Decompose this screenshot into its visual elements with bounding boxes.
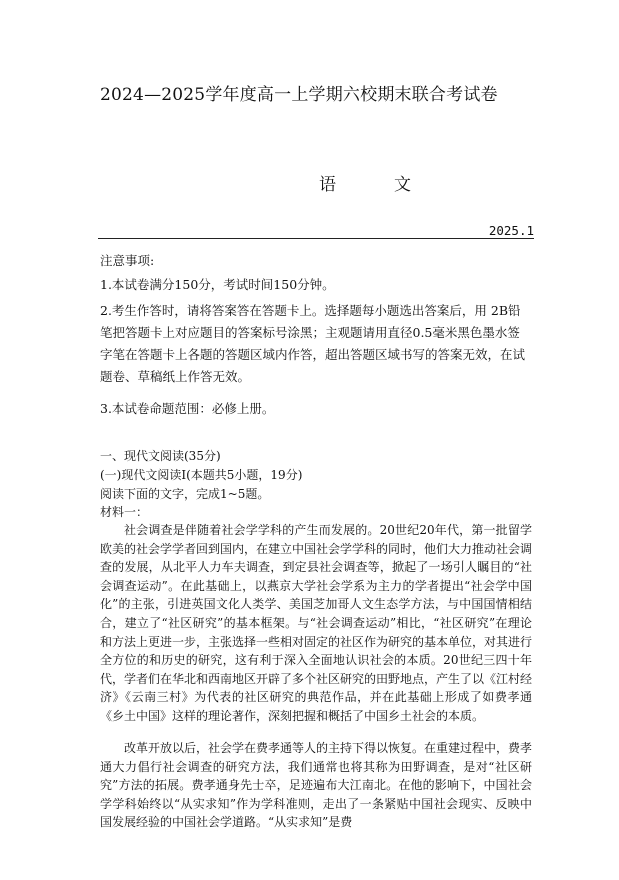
passage-paragraph-1: 社会调查是伴随着社会学学科的产生而发展的。20世纪20年代，第一批留学欧美的社会学学者回到国内，在建立中国社会学学科的同时，他们大力推动社会调查的发展，从北平人力车夫调查，到定县社会调查等，掀起了一场引人瞩目的“社会调查运动”。在此基础上，以燕京大学社会学系为主力的学者提出“社会学中国化”的主张，引进英国文化人类学、美国芝加哥人文生态学方法，与中国国情相结合，建立了“社区研究”的基本框架。与“社会调查运动”相比，“社区研究”在理论和方法上更进一步，主张选择一些相对固定的社区作为研究的基本单位，对其进行全方位的和历史的研究，这有利于深入全面地认识社会的本质。20世纪三四十年代，学者们在华北和西南地区开辟了多个社区研究的田野地点，产生了以《江村经济》《云南三村》为代表的社区研究的典范作品，并在此基础上形成了如费孝通《乡土中国》这样的理论著作，深刻把握和概括了中国乡土社会的本质。 <box>100 523 533 723</box>
notice-item-1: 1.本试卷满分150分，考试时间150分钟。 <box>100 277 335 292</box>
subject-name <box>319 170 411 195</box>
exam-date: 2025.1 <box>488 223 534 238</box>
notice-item-2: 2.考生作答时，请将答案答在答题卡上。选择题每小题选出答案后，用 2B铅笔把答题卡上对应题目的答案标号涂黑；主观题请用直径0.5毫米黑色墨水签字笔在答题卡上各题的答题区域内作答，超出答题区域书写的答案无效，在试题卷、草稿纸上作答无效。 <box>100 303 526 384</box>
reading-instruction: 阅读下面的文字，完成1~5题。 <box>100 487 270 501</box>
exam-title: 2024—2025学年度高一上学期六校期末联合考试卷 <box>100 85 498 105</box>
material-label: 材料一： <box>100 505 149 519</box>
subsection-heading: (一)现代文阅读Ⅰ(本题共5小题，19分) <box>100 468 303 482</box>
notice-heading: 注意事项: <box>100 253 155 268</box>
subject-char-2: 文 <box>394 175 411 195</box>
section-heading: 一、现代文阅读(35分) <box>100 449 221 463</box>
subject-char-1: 语 <box>319 175 336 195</box>
notice-item-3: 3.本试卷命题范围：必修上册。 <box>100 401 275 416</box>
passage-paragraph-2: 改革开放以后，社会学在费孝通等人的主持下得以恢复。在重建过程中，费孝通大力倡行社会调查的研究方法，我们通常也将其称为田野调查，是对“社区研究”方法的拓展。费孝通身先士卒，足迹遍布大江南北。在他的影响下，中国社会学学科始终以“从实求知”作为学科准则，走出了一条紧贴中国社会现实、反映中国发展经验的中国社会学道路。“从实求知”是费 <box>100 741 533 830</box>
header-rule <box>98 238 534 239</box>
